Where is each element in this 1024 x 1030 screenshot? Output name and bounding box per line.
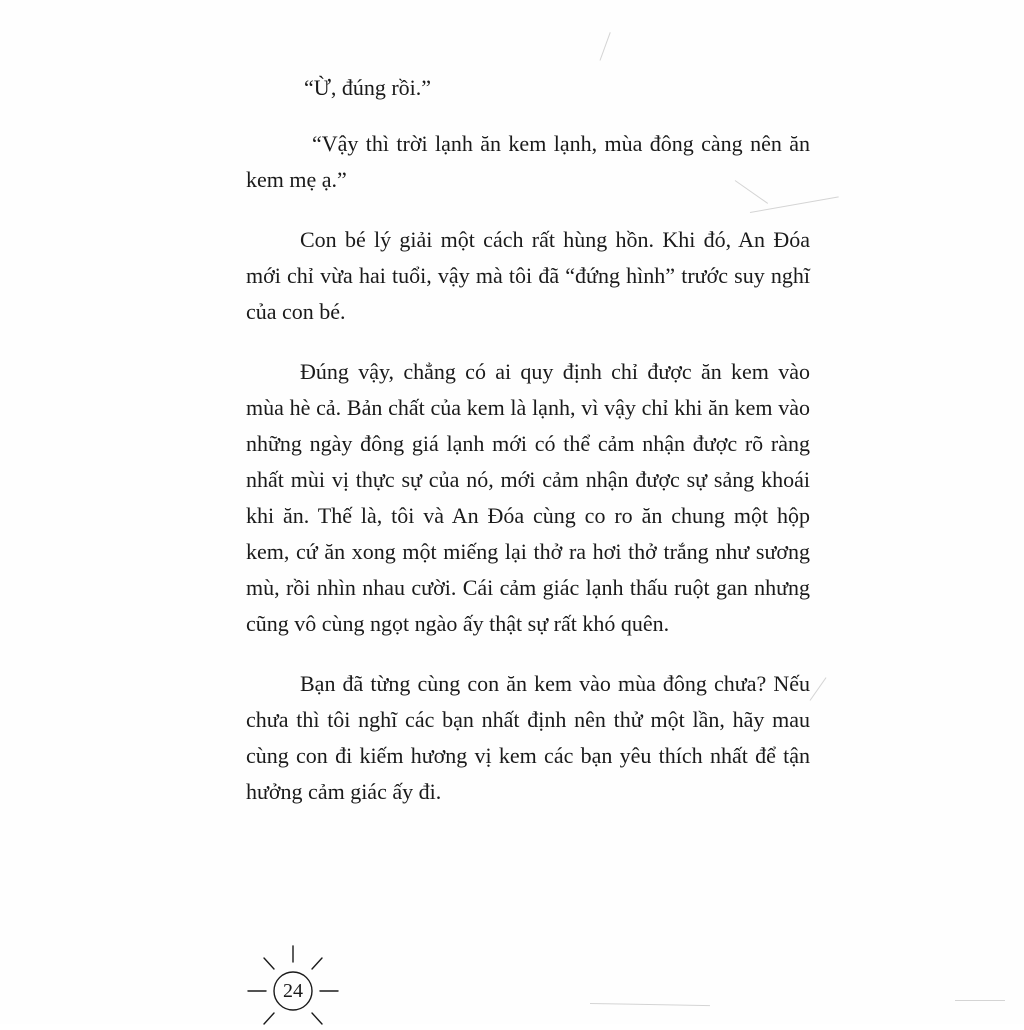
page-number: 24 bbox=[283, 980, 303, 1002]
paragraph: “Ừ, đúng rồi.” bbox=[304, 75, 432, 100]
paragraph: “Vậy thì trời lạnh ăn kem lạnh, mùa đông càng nên ăn kem mẹ ạ.” bbox=[246, 131, 810, 192]
paragraph: Bạn đã từng cùng con ăn kem vào mùa đông chưa? Nếu chưa thì tôi nghĩ các bạn nhất định nên thử một lần, hãy mau cùng con đi kiếm hương vị kem các bạn yêu thích nhất để tận hưởng cảm giác ấy đi. bbox=[246, 671, 810, 804]
paragraph: Con bé lý giải một cách rất hùng hồn. Khi đó, An Đóa mới chỉ vừa hai tuổi, vậy mà tôi đã “đứng hình” trước suy nghĩ của con bé. bbox=[246, 227, 810, 324]
scan-mark bbox=[600, 32, 611, 61]
paragraph: Đúng vậy, chẳng có ai quy định chỉ được ăn kem vào mùa hè cả. Bản chất của kem là lạnh, vì vậy chỉ khi ăn kem vào những ngày đông giá lạnh mới có thể cảm nhận được rõ ràng nhất mùi vị thực sự của nó, mới cảm nhận được sự sảng khoái khi ăn. Thế là, tôi và An Đóa cùng co ro ăn chung một hộp kem, cứ ăn xong một miếng lại thở ra hơi thở trắng như sương mù, rồi nhìn nhau cười. Cái cảm giác lạnh thấu ruột gan nhưng cũng vô cùng ngọt ngào ấy thật sự rất khó quên. bbox=[246, 359, 810, 636]
scan-mark bbox=[590, 1003, 710, 1006]
page-number-ornament bbox=[238, 940, 348, 1030]
scan-mark bbox=[955, 1000, 1005, 1001]
body-text bbox=[246, 70, 810, 834]
scan-mark bbox=[810, 677, 827, 701]
